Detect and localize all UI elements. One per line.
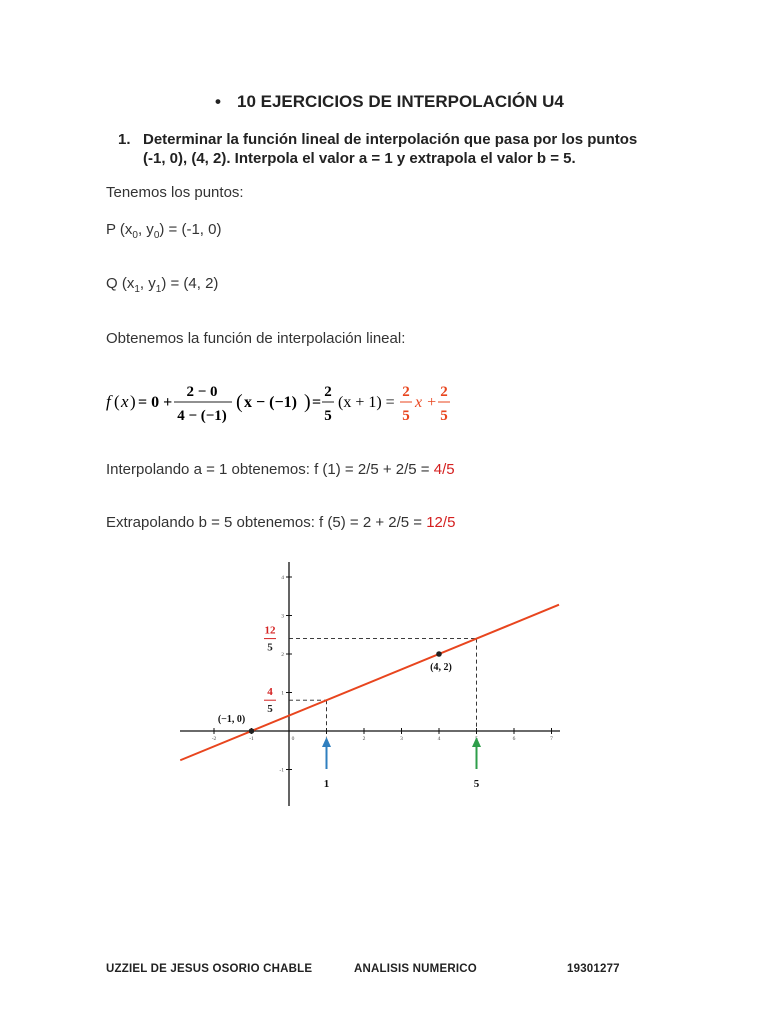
frac2-den: 5 <box>324 408 332 424</box>
x-tick-label: 3 <box>400 736 403 742</box>
fraction-label-num: 12 <box>264 624 276 637</box>
point-p-sub-x: 0 <box>132 230 138 241</box>
interpolation-line-series <box>180 605 559 761</box>
interpolation-result: 4/5 <box>433 461 455 478</box>
exercise-line-2: (-1, 0), (4, 2). Interpola el valor a = 1 y extrapola el valor b = 5. <box>143 150 576 167</box>
point-q-sub-x: 1 <box>134 284 140 295</box>
footer-author: UZZIEL DE JESUS OSORIO CHABLE <box>106 963 313 975</box>
fraction-label-den: 5 <box>267 641 273 654</box>
r2-num: 2 <box>440 384 448 400</box>
r-x-plus: x + <box>415 394 437 411</box>
frac1-den: 4 − (−1) <box>177 408 227 424</box>
interpolation-text: Interpolando a = 1 obtenemos: f (1) = 2/5 + 2/5 = <box>106 461 434 478</box>
x-tick-label: 4 <box>437 736 441 742</box>
x-tick-label: 0 <box>291 736 295 742</box>
y-tick-label: 2 <box>281 652 284 658</box>
arrow-label: 5 <box>473 778 480 790</box>
heading-title: 10 EJERCICIOS DE INTERPOLACIÓN U4 <box>237 92 564 111</box>
fraction-label-den: 5 <box>267 703 273 716</box>
extrapolation-result: 12/5 <box>426 514 456 531</box>
point-p-mid: , y <box>137 221 154 238</box>
point-q-mid: , y <box>139 275 156 292</box>
fraction-label-num: 4 <box>267 686 273 699</box>
footer-id: 19301277 <box>567 963 620 975</box>
exercise-number: 1. <box>118 131 131 148</box>
formula-x: x <box>121 392 129 411</box>
r1-den: 5 <box>402 408 410 424</box>
r2-den: 5 <box>440 408 448 424</box>
formula-xplus: (x + 1) = <box>338 394 395 411</box>
r1-num: 2 <box>402 384 410 400</box>
point-label: (−1, 0) <box>217 714 246 725</box>
data-point <box>436 651 442 657</box>
point-q-sub-y: 1 <box>155 284 162 295</box>
formula-paren-content: x − (−1) <box>244 394 297 411</box>
formula-eq: = <box>312 394 322 411</box>
point-label: (4, 2) <box>430 662 452 673</box>
obtain-text: Obtenemos la función de interpolación lineal: <box>106 330 406 347</box>
x-tick-label: 2 <box>362 736 366 742</box>
data-point <box>249 728 255 734</box>
exercise-line-1: Determinar la función lineal de interpolación que pasa por los puntos <box>143 131 638 148</box>
arrow-label: 1 <box>323 778 330 790</box>
extrapolation-text: Extrapolando b = 5 obtenemos: f (5) = 2 + 2/5 = <box>106 514 427 531</box>
bullet: • <box>215 92 221 111</box>
formula-big-open: ( <box>236 391 243 413</box>
y-tick-label: -1 <box>279 767 284 774</box>
arrow-head <box>472 737 481 747</box>
intro-text: Tenemos los puntos: <box>106 184 244 201</box>
frac1-num: 2 − 0 <box>186 384 218 400</box>
point-p-sub-y: 0 <box>153 230 160 241</box>
formula-f: f <box>106 392 111 411</box>
x-tick-label: 6 <box>512 736 516 742</box>
point-p-prefix: P (x <box>106 221 133 238</box>
x-tick-label: -2 <box>211 736 217 742</box>
formula-close-paren: ) <box>130 392 136 411</box>
arrow-head <box>322 737 331 747</box>
point-q-suffix: ) = (4, 2) <box>161 275 219 292</box>
point-p-suffix: ) = (-1, 0) <box>159 221 222 238</box>
formula-big-close: ) <box>304 391 311 413</box>
y-tick-label: 4 <box>281 575 284 581</box>
y-tick-label: 3 <box>281 613 284 620</box>
footer-course: ANALISIS NUMERICO <box>354 963 477 975</box>
formula-lhs-rest: = 0 + <box>138 394 173 411</box>
point-q-prefix: Q (x <box>106 275 135 292</box>
y-tick-label: 1 <box>281 690 284 697</box>
formula-open-paren: ( <box>114 392 120 411</box>
x-tick-label: 7 <box>550 736 553 742</box>
x-tick-label: -1 <box>249 736 254 742</box>
frac2-num: 2 <box>324 384 332 400</box>
